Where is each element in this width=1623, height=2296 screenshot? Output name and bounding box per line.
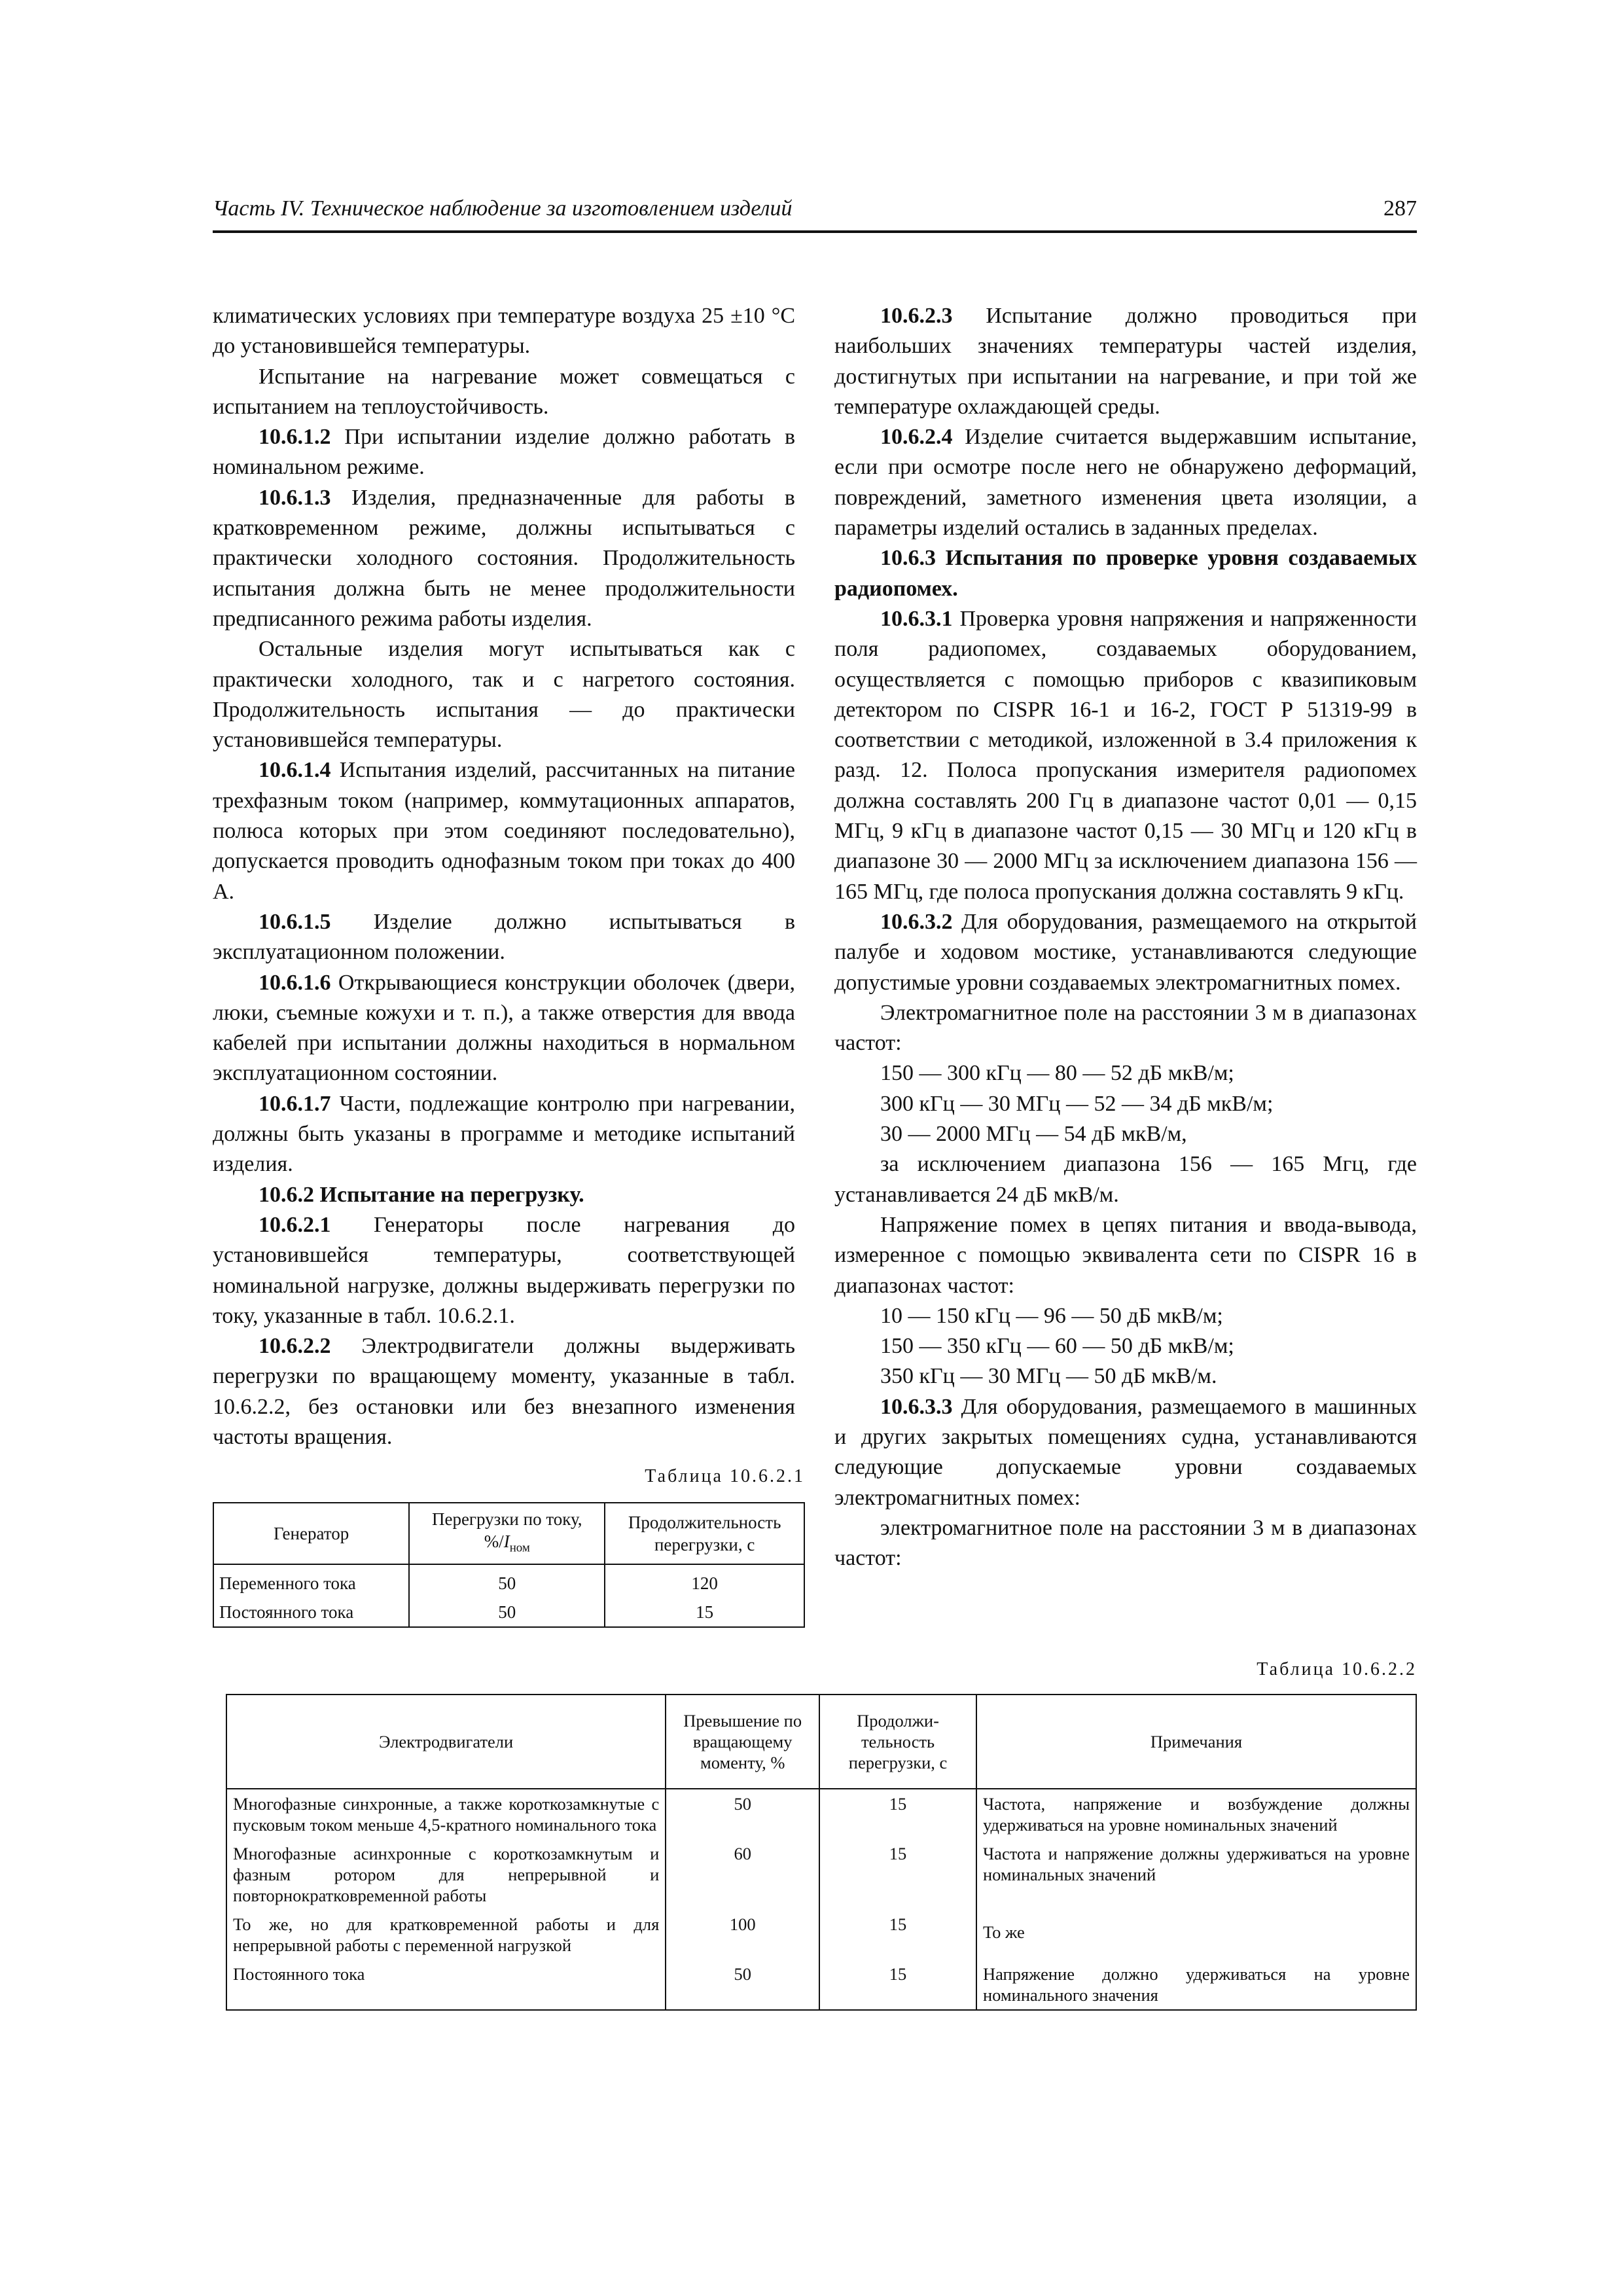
- motor-overload-table: [226, 1694, 1417, 2011]
- paragraph-text: При испытании изделие должно работать в номинальном режиме.: [213, 425, 795, 480]
- paragraph: Напряжение помех в цепях питания и ввода-вывода, измеренное с помощью эквивалента сети по CISPR 16 в диапазонах частот:: [834, 1212, 1417, 1298]
- paragraph: [213, 968, 795, 1089]
- table-row: [226, 1839, 1416, 1910]
- table-cell: 100: [666, 1910, 819, 1960]
- table-row: [226, 1789, 1416, 1839]
- paragraph: электромагнитное поле на расстоянии 3 м в диапазонах частот:: [834, 1515, 1417, 1571]
- clause-number: 10.6.1.6: [259, 970, 331, 995]
- column-header: Превышение по вращающему моменту, %: [666, 1695, 819, 1789]
- page-number: 287: [1383, 196, 1417, 221]
- list-item: 300 кГц — 30 МГц — 52 — 34 дБ мкВ/м;: [880, 1091, 1274, 1116]
- table-cell: 60: [666, 1839, 819, 1910]
- table-header-row: [226, 1695, 1416, 1789]
- clause-number: 10.6.3.2: [880, 909, 953, 934]
- column-header: Продолжительность перегрузки, с: [605, 1503, 804, 1564]
- clause-number: 10.6.2.3: [880, 304, 953, 328]
- table-cell: То же, но для кратковременной работы и для непрерывной работы с переменной нагрузкой: [226, 1910, 666, 1960]
- table-cell: 50: [409, 1564, 605, 1598]
- paragraph: [213, 907, 795, 968]
- table-cell: 15: [819, 1789, 976, 1839]
- list-item: 30 — 2000 МГц — 54 дБ мкВ/м,: [880, 1122, 1187, 1147]
- paragraph: за исключением диапазона 156 — 165 Мгц, где устанавливается 24 дБ мкВ/м.: [834, 1152, 1417, 1207]
- table-row: [213, 1598, 804, 1627]
- paragraph: [834, 907, 1417, 998]
- paragraph-text: Проверка уровня напряжения и напряженности поля радиопомех, создаваемых оборудованием, осуществляется с помощью приборов с квазипиковым детектором по CISPR 16-1 и 16-2, ГОСТ Р 51319-99 в соответствии с методикой, изложенной в 3.4 приложения к разд. 12. Полоса пропускания измерителя радиопомех должна составлять 200 Гц в диапазоне частот 0,01 — 0,15 МГц, 9 кГц в диапазоне частот 0,15 — 30 МГц и 120 кГц в диапазоне 30 — 2000 МГц за исключением диапазона 156 — 165 МГц, где полоса пропускания должна составлять 9 кГц.: [834, 606, 1417, 904]
- column-header: Электродвигатели: [226, 1695, 666, 1789]
- paragraph: [213, 1210, 795, 1331]
- table-cell: Постоянного тока: [226, 1960, 666, 2010]
- clause-number: 10.6.2.2: [259, 1334, 331, 1359]
- generator-overload-table: [213, 1502, 805, 1628]
- paragraph: [834, 1392, 1417, 1513]
- paragraph-text: Изделие считается выдержавшим испытание, если при осмотре после него не обнаружено деформаций, повреждений, заметного изменения цвета изоляции, а параметры изделий остались в заданных пределах.: [834, 425, 1417, 541]
- table-cell: 50: [666, 1789, 819, 1839]
- list-item: 350 кГц — 30 МГц — 50 дБ мкВ/м.: [880, 1364, 1217, 1389]
- paragraph: [213, 422, 795, 483]
- list-item: 150 — 350 кГц — 60 — 50 дБ мкВ/м;: [880, 1334, 1234, 1359]
- paragraph: [213, 1331, 795, 1452]
- paragraph: [834, 301, 1417, 422]
- clause-number: 10.6.2.4: [880, 425, 953, 450]
- paragraph-text: Испытание должно проводиться при наибольших значениях температуры частей изделия, достигнутых при испытании на нагревание, и при той же температуре охлаждающей среды.: [834, 304, 1417, 419]
- right-column: [834, 301, 1417, 1573]
- paragraph: [213, 755, 795, 906]
- paragraph-text: Электродвигатели должны выдерживать перегрузки по вращающему моменту, указанные в табл. 10.6.2.2, без остановки или без внезапного изменения частоты вращения.: [213, 1334, 795, 1449]
- clause-number: 10.6.2.1: [259, 1212, 331, 1237]
- table-caption: Таблица 10.6.2.1: [645, 1466, 805, 1486]
- table-cell: Частота, напряжение и возбуждение должны удерживаться на уровне номинальных значений: [976, 1789, 1416, 1839]
- paragraph-text: Испытания изделий, рассчитанных на питание трехфазным током (например, коммутационных аппаратов, полюса которых при этом соединяют последовательно), допускается проводить однофазным током при токах до 400 А.: [213, 758, 795, 904]
- clause-number: 10.6.1.2: [259, 425, 331, 450]
- table-cell: 15: [819, 1910, 976, 1960]
- header-rule: [213, 230, 1417, 233]
- paragraph: Электромагнитное поле на расстоянии 3 м в диапазонах частот:: [834, 1000, 1417, 1056]
- section-heading: 10.6.3 Испытания по проверке уровня создаваемых радиопомех.: [834, 546, 1417, 601]
- list-item: 150 — 300 кГц — 80 — 52 дБ мкВ/м;: [880, 1061, 1234, 1086]
- table-cell: Напряжение должно удерживаться на уровне номинального значения: [976, 1960, 1416, 2010]
- column-header: Генератор: [213, 1503, 409, 1564]
- paragraph-text: Изделия, предназначенные для работы в кратковременном режиме, должны испытываться с практически холодного состояния. Продолжительность испытания должна быть не менее продолжительности предписанного режима работы изделия.: [213, 485, 795, 631]
- table-row: [226, 1910, 1416, 1960]
- table-row: [226, 1960, 1416, 2010]
- table-cell: То же: [976, 1910, 1416, 1960]
- list-item: 10 — 150 кГц — 96 — 50 дБ мкВ/м;: [880, 1303, 1223, 1328]
- section-heading: 10.6.2 Испытание на перегрузку.: [259, 1182, 584, 1207]
- paragraph: [213, 1089, 795, 1180]
- paragraph: климатических условиях при температуре воздуха 25 ±10 °С до установившейся температуры.: [213, 304, 795, 359]
- table-caption: Таблица 10.6.2.2: [1257, 1659, 1417, 1679]
- table-cell: Переменного тока: [213, 1564, 409, 1598]
- table-cell: 15: [819, 1960, 976, 2010]
- paragraph: [213, 483, 795, 634]
- paragraph: Остальные изделия могут испытываться как с практически холодного, так и с нагретого состояния. Продолжительность испытания — до практически установившейся температуры.: [213, 637, 795, 753]
- running-header-title: Часть IV. Техническое наблюдение за изготовлением изделий: [213, 196, 793, 221]
- table-cell: 120: [605, 1564, 804, 1598]
- table-cell: 50: [666, 1960, 819, 2010]
- column-header: Продолжи-тельность перегрузки, с: [819, 1695, 976, 1789]
- table-cell: 50: [409, 1598, 605, 1627]
- column-header: Примечания: [976, 1695, 1416, 1789]
- table-cell: Постоянного тока: [213, 1598, 409, 1627]
- clause-number: 10.6.1.4: [259, 758, 331, 783]
- table-cell: 15: [819, 1839, 976, 1910]
- paragraph: Испытание на нагревание может совмещаться с испытанием на теплоустойчивость.: [213, 364, 795, 419]
- paragraph-text: Для оборудования, размещаемого на открытой палубе и ходовом мостике, устанавливаются следующие допустимые уровни создаваемых электромагнитных помех.: [834, 909, 1417, 995]
- paragraph: [834, 604, 1417, 907]
- clause-number: 10.6.3.3: [880, 1394, 953, 1419]
- paragraph-text: Для оборудования, размещаемого в машинных и других закрытых помещениях судна, устанавливаются следующие допускаемые уровни создаваемых электромагнитных помех:: [834, 1394, 1417, 1510]
- clause-number: 10.6.1.3: [259, 485, 331, 510]
- table-cell: Многофазные асинхронные с короткозамкнутым и фазным ротором для непрерывной и повторнократковременной работы: [226, 1839, 666, 1910]
- table-cell: Многофазные синхронные, а также короткозамкнутые с пусковым током меньше 4,5-кратного номинального тока: [226, 1789, 666, 1839]
- clause-number: 10.6.1.5: [259, 909, 331, 934]
- paragraph-text: Части, подлежащие контролю при нагревании, должны быть указаны в программе и методике испытаний изделия.: [213, 1091, 795, 1177]
- left-column: [213, 301, 795, 1452]
- clause-number: 10.6.1.7: [259, 1091, 331, 1116]
- table-cell: 15: [605, 1598, 804, 1627]
- table-cell: Частота и напряжение должны удерживаться на уровне номинальных значений: [976, 1839, 1416, 1910]
- paragraph-text: Открывающиеся конструкции оболочек (двери, люки, съемные кожухи и т. п.), а также отверстия для ввода кабелей при испытании должны находиться в нормальном эксплуатационном состоянии.: [213, 970, 795, 1086]
- table-row: [213, 1564, 804, 1598]
- clause-number: 10.6.3.1: [880, 606, 953, 631]
- table-header-row: [213, 1503, 804, 1564]
- paragraph-text: Генераторы после нагревания до установившейся температуры, соответствующей номинальной нагрузке, должны выдерживать перегрузки по току, указанные в табл. 10.6.2.1.: [213, 1212, 795, 1328]
- column-header: Перегрузки по току, $\%/I_{ном}$: [409, 1503, 605, 1564]
- paragraph: [834, 422, 1417, 543]
- paragraph-text: Изделие должно испытываться в эксплуатационном положении.: [213, 909, 795, 965]
